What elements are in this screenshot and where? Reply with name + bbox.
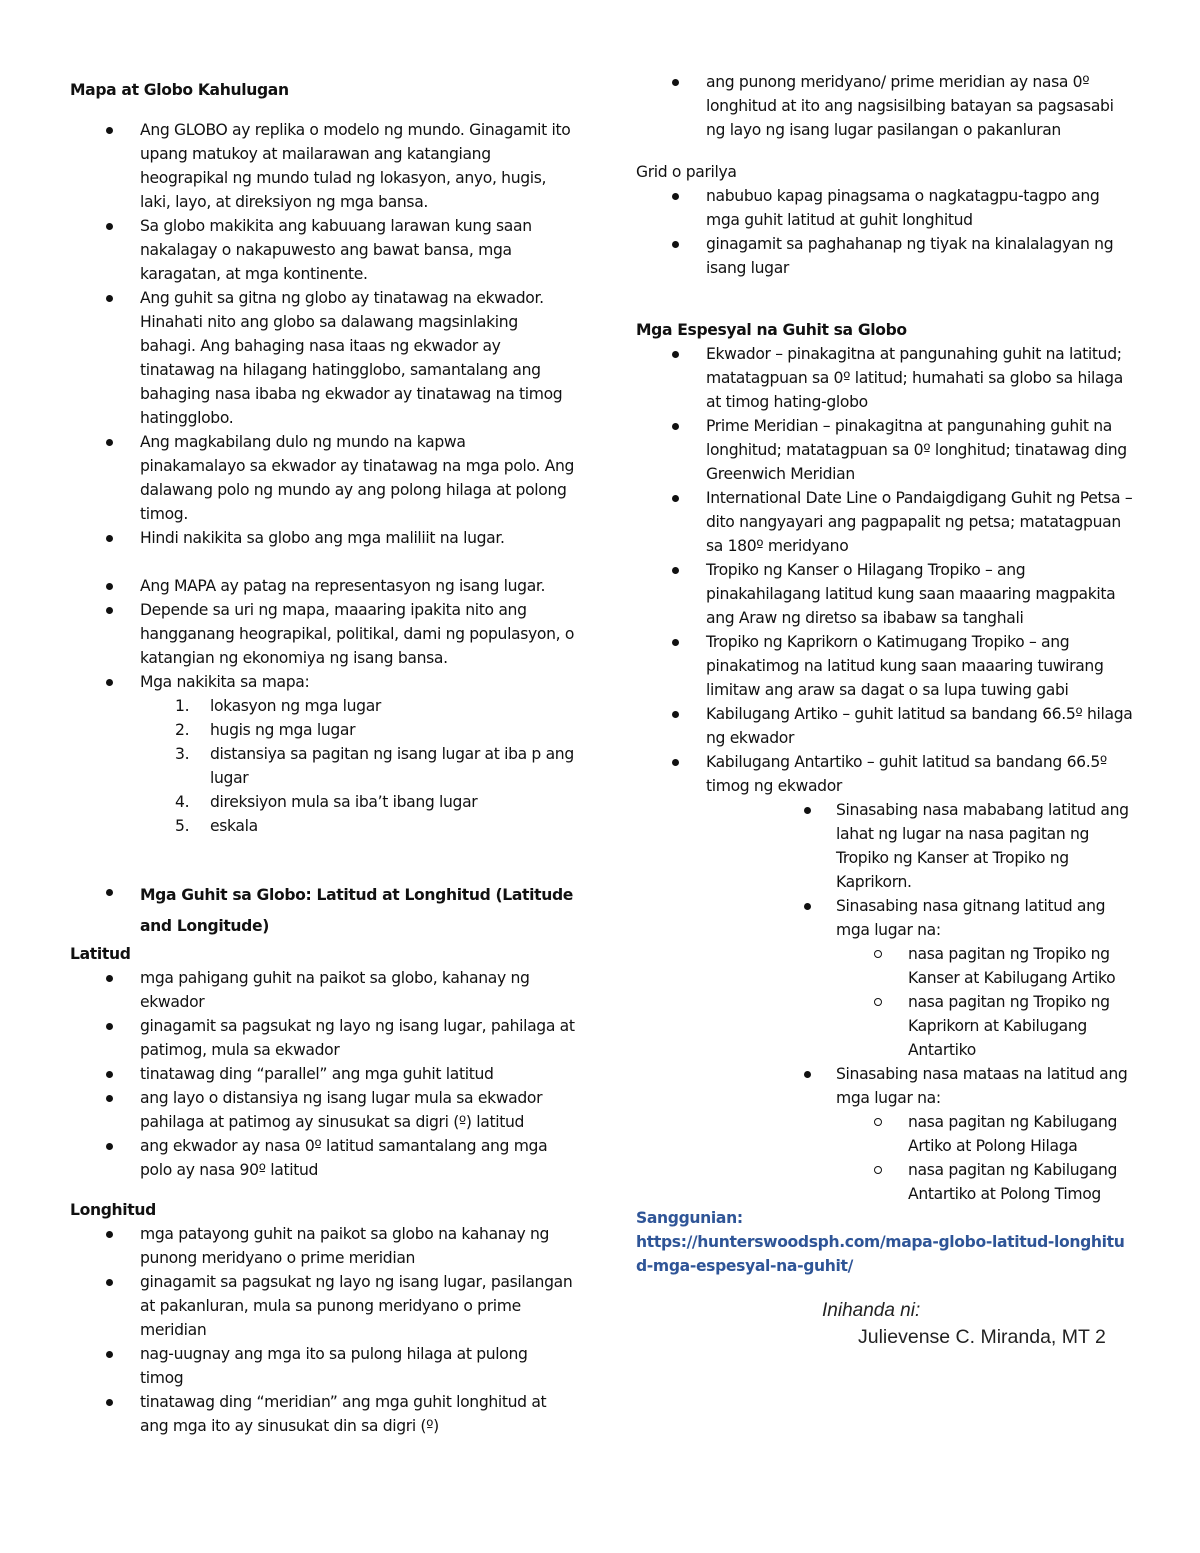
list-item: tinatawag ding “meridian” ang mga guhit longhitud at ang mga ito ay sinusukat din sa digri (º) — [70, 1390, 575, 1438]
longhitud-cont-list — [636, 70, 1136, 142]
list-item: mga patayong guhit na paikot sa globo na kahanay ng punong meridyano o prime meridian — [70, 1222, 575, 1270]
guhit-heading-list — [70, 880, 575, 942]
list-item: nag-uugnay ang mga ito sa pulong hilaga at pulong timog — [70, 1342, 575, 1390]
list-item: Kabilugang Artiko – guhit latitud sa bandang 66.5º hilaga ng ekwador — [636, 702, 1136, 750]
list-item: ang layo o distansiya ng isang lugar mula sa ekwador pahilaga at patimog ay sinusukat sa digri (º) latitud — [70, 1086, 575, 1134]
longhitud-heading: Longhitud — [70, 1201, 156, 1219]
list-item: Ekwador – pinakagitna at pangunahing guhit na latitud; matatagpuan sa 0º latitud; humahati sa globo sa hilaga at timog hating-globo — [636, 342, 1136, 414]
page-title: Mapa at Globo Kahulugan — [70, 81, 289, 99]
numbered-item: 3. distansiya sa pagitan ng isang lugar at iba p ang lugar — [175, 745, 574, 787]
list-item: nasa pagitan ng Tropiko ng Kaprikorn at Kabilugang Antartiko — [636, 990, 1136, 1062]
list-item: nasa pagitan ng Kabilugang Antartiko at Polong Timog — [636, 1158, 1136, 1206]
list-item: Prime Meridian – pinakagitna at pangunahing guhit na longhitud; matatagpuan sa 0º longhitud; tinatawag ding Greenwich Meridian — [636, 414, 1136, 486]
numbered-item: 2. hugis ng mga lugar — [175, 721, 356, 739]
list-item: Sinasabing nasa gitnang latitud ang mga lugar na: — [636, 894, 1136, 942]
espesyal-heading: Mga Espesyal na Guhit sa Globo — [636, 321, 907, 339]
globo-list — [70, 118, 575, 550]
latitud-heading: Latitud — [70, 945, 131, 963]
list-item: nasa pagitan ng Tropiko ng Kanser at Kabilugang Artiko — [636, 942, 1136, 990]
list-item: ginagamit sa pagsukat ng layo ng isang lugar, pahilaga at patimog, mula sa ekwador — [70, 1014, 575, 1062]
numbered-item: 5. eskala — [175, 817, 258, 835]
list-item: tinatawag ding “parallel” ang mga guhit latitud — [70, 1062, 575, 1086]
list-item: Mga nakikita sa mapa: — [70, 670, 575, 694]
list-item: Kabilugang Antartiko – guhit latitud sa bandang 66.5º timog ng ekwador — [636, 750, 1136, 798]
numbered-item: 4. direksiyon mula sa iba’t ibang lugar — [175, 793, 478, 811]
low-latitude-list — [636, 798, 1136, 942]
high-latitude-sublist — [636, 1110, 1136, 1206]
espesyal-list — [636, 342, 1136, 798]
grid-heading: Grid o parilya — [636, 163, 737, 181]
list-item: Tropiko ng Kanser o Hilagang Tropiko – ang pinakahilagang latitud kung saan maaaring magpakita ang Araw ng diretso sa ibabaw sa tanghali — [636, 558, 1136, 630]
prepared-by-name: Julievense C. Miranda, MT 2 — [858, 1326, 1106, 1348]
list-item: Depende sa uri ng mapa, maaaring ipakita nito ang hangganang heograpikal, politikal, dami ng populasyon, o katangian ng ekonomiya ng isang bansa. — [70, 598, 575, 670]
grid-list — [636, 184, 1136, 280]
list-item: Hindi nakikita sa globo ang mga maliliit na lugar. — [70, 526, 575, 550]
list-item: Ang magkabilang dulo ng mundo na kapwa pinakamalayo sa ekwador ay tinatawag na mga polo. Ang dalawang polo ng mundo ay ang polong hilaga at polong timog. — [70, 430, 575, 526]
mid-latitude-sublist — [636, 942, 1136, 1062]
list-item: Ang MAPA ay patag na representasyon ng isang lugar. — [70, 574, 575, 598]
left-column — [70, 78, 575, 1438]
reference-link[interactable]: https://hunterswoodsph.com/mapa-globo-latitud-longhitud-mga-espesyal-na-guhit/ — [636, 1233, 1125, 1275]
prepared-by-label: Inihanda ni: — [822, 1300, 921, 1321]
reference-label: Sanggunian: — [636, 1209, 743, 1227]
list-item: mga pahigang guhit na paikot sa globo, kahanay ng ekwador — [70, 966, 575, 1014]
mapa-list — [70, 574, 575, 694]
list-item: ginagamit sa paghahanap ng tiyak na kinalalagyan ng isang lugar — [636, 232, 1136, 280]
list-item: Tropiko ng Kaprikorn o Katimugang Tropiko – ang pinakatimog na latitud kung saan maaaring tuwirang limitaw ang araw sa dagat o sa lupa tuwing gabi — [636, 630, 1136, 702]
mapa-numbered-list — [70, 694, 575, 838]
list-item: Sa globo makikita ang kabuuang larawan kung saan nakalagay o nakapuwesto ang bawat bansa, mga karagatan, at mga kontinente. — [70, 214, 575, 286]
longhitud-list — [70, 1222, 575, 1438]
list-item: ginagamit sa pagsukat ng layo ng isang lugar, pasilangan at pakanluran, mula sa punong meridyano o prime meridian — [70, 1270, 575, 1342]
guhit-heading: Mga Guhit sa Globo: Latitud at Longhitud (Latitude and Longitude) — [70, 880, 575, 942]
list-item: nabubuo kapag pinagsama o nagkatagpu-tagpo ang mga guhit latitud at guhit longhitud — [636, 184, 1136, 232]
numbered-item: 1. lokasyon ng mga lugar — [175, 697, 381, 715]
right-column — [636, 70, 1136, 1278]
list-item: Sinasabing nasa mababang latitud ang lahat ng lugar na nasa pagitan ng Tropiko ng Kanser at Tropiko ng Kaprikorn. — [636, 798, 1136, 894]
list-item: ang punong meridyano/ prime meridian ay nasa 0º longhitud at ito ang nagsisilbing batayan sa pagsasabi ng layo ng isang lugar pasilangan o pakanluran — [636, 70, 1136, 142]
list-item: International Date Line o Pandaigdigang Guhit ng Petsa – dito nangyayari ang pagpapalit ng petsa; matatagpuan sa 180º meridyano — [636, 486, 1136, 558]
list-item: Sinasabing nasa mataas na latitud ang mga lugar na: — [636, 1062, 1136, 1110]
list-item: Ang guhit sa gitna ng globo ay tinatawag na ekwador. Hinahati nito ang globo sa dalawang magsinlaking bahagi. Ang bahaging nasa itaas ng ekwador ay tinatawag na hilagang hatingglobo, samantalang ang bahaging nasa ibaba ng ekwador ay tinatawag na timog hatingglobo. — [70, 286, 575, 430]
list-item: nasa pagitan ng Kabilugang Artiko at Polong Hilaga — [636, 1110, 1136, 1158]
list-item: Ang GLOBO ay replika o modelo ng mundo. Ginagamit ito upang matukoy at mailarawan ang katangiang heograpikal ng mundo tulad ng lokasyon, anyo, hugis, laki, layo, at direksiyon ng mga bansa. — [70, 118, 575, 214]
list-item: ang ekwador ay nasa 0º latitud samantalang ang mga polo ay nasa 90º latitud — [70, 1134, 575, 1182]
latitud-list — [70, 966, 575, 1182]
high-latitude-list — [636, 1062, 1136, 1110]
